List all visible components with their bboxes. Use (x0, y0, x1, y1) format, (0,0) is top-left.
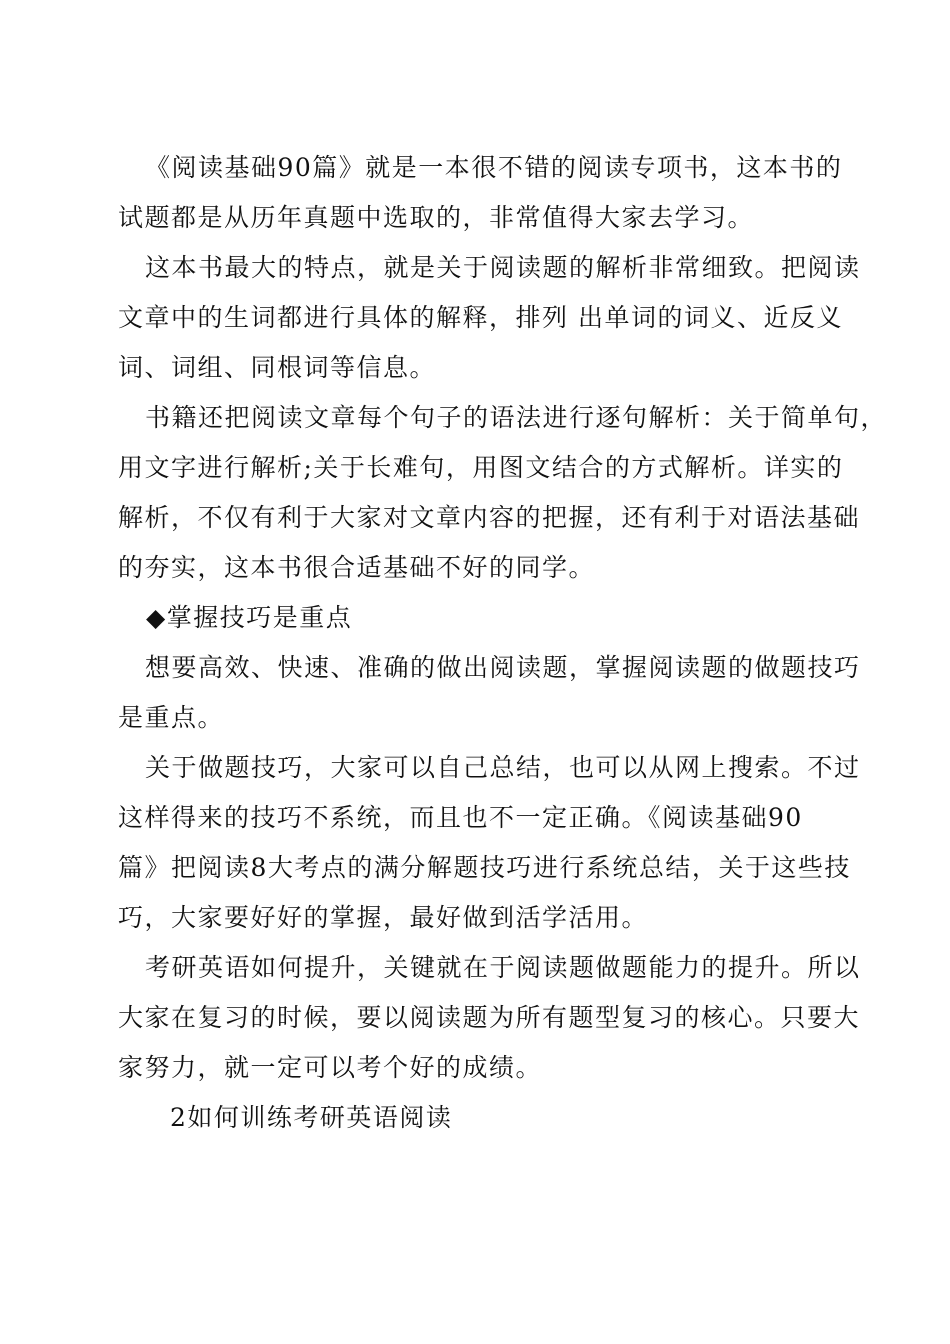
text-line: 这样得来的技巧不系统，而且也不一定正确。《阅读基础90 (118, 803, 803, 832)
text-line: 这本书最大的特点，就是关于阅读题的解析非常细致。把阅读 (145, 253, 861, 282)
paragraph-conclusion (118, 943, 861, 1093)
paragraph-subheading-skills (118, 593, 858, 643)
text-line: 大家在复习的时候，要以阅读题为所有题型复习的核心。只要大 (118, 1003, 861, 1032)
paragraph-grammar-analysis (118, 393, 888, 593)
paragraph-skills-summary (118, 743, 861, 943)
text-line: 用文字进行解析;关于长难句，用图文结合的方式解析。详实的 (118, 453, 844, 482)
text-line: 解析，不仅有利于大家对文章内容的把握，还有利于对语法基础 (118, 503, 861, 532)
text-line: 词、词组、同根词等信息。 (118, 353, 437, 382)
section-heading: 2如何训练考研英语阅读 (170, 1103, 453, 1132)
paragraph-skills-key (118, 643, 861, 743)
text-line: 试题都是从历年真题中选取的，非常值得大家去学习。 (118, 203, 755, 232)
text-line: 书籍还把阅读文章每个句子的语法进行逐句解析：关于简单句， (145, 403, 888, 432)
text-line: 的夯实，这本书很合适基础不好的同学。 (118, 553, 596, 582)
text-line: 是重点。 (118, 703, 225, 732)
text-line: 文章中的生词都进行具体的解释，排列 出单词的词义、近反义 (118, 303, 843, 332)
text-line: 想要高效、快速、准确的做出阅读题，掌握阅读题的做题技巧 (145, 653, 861, 682)
text-line: 篇》把阅读8大考点的满分解题技巧进行系统总结，关于这些技 (118, 853, 851, 882)
text-line: 家努力，就一定可以考个好的成绩。 (118, 1053, 543, 1082)
subheading-text: ◆掌握技巧是重点 (146, 603, 353, 632)
text-line: 考研英语如何提升，关键就在于阅读题做题能力的提升。所以 (145, 953, 861, 982)
text-line: 巧，大家要好好的掌握，最好做到活学活用。 (118, 903, 649, 932)
paragraph-book-feature (118, 243, 861, 393)
text-line: 关于做题技巧，大家可以自己总结，也可以从网上搜索。不过 (145, 753, 861, 782)
text-line: 《阅读基础90篇》就是一本很不错的阅读专项书，这本书的 (145, 153, 843, 182)
paragraph-book-intro (118, 143, 858, 243)
